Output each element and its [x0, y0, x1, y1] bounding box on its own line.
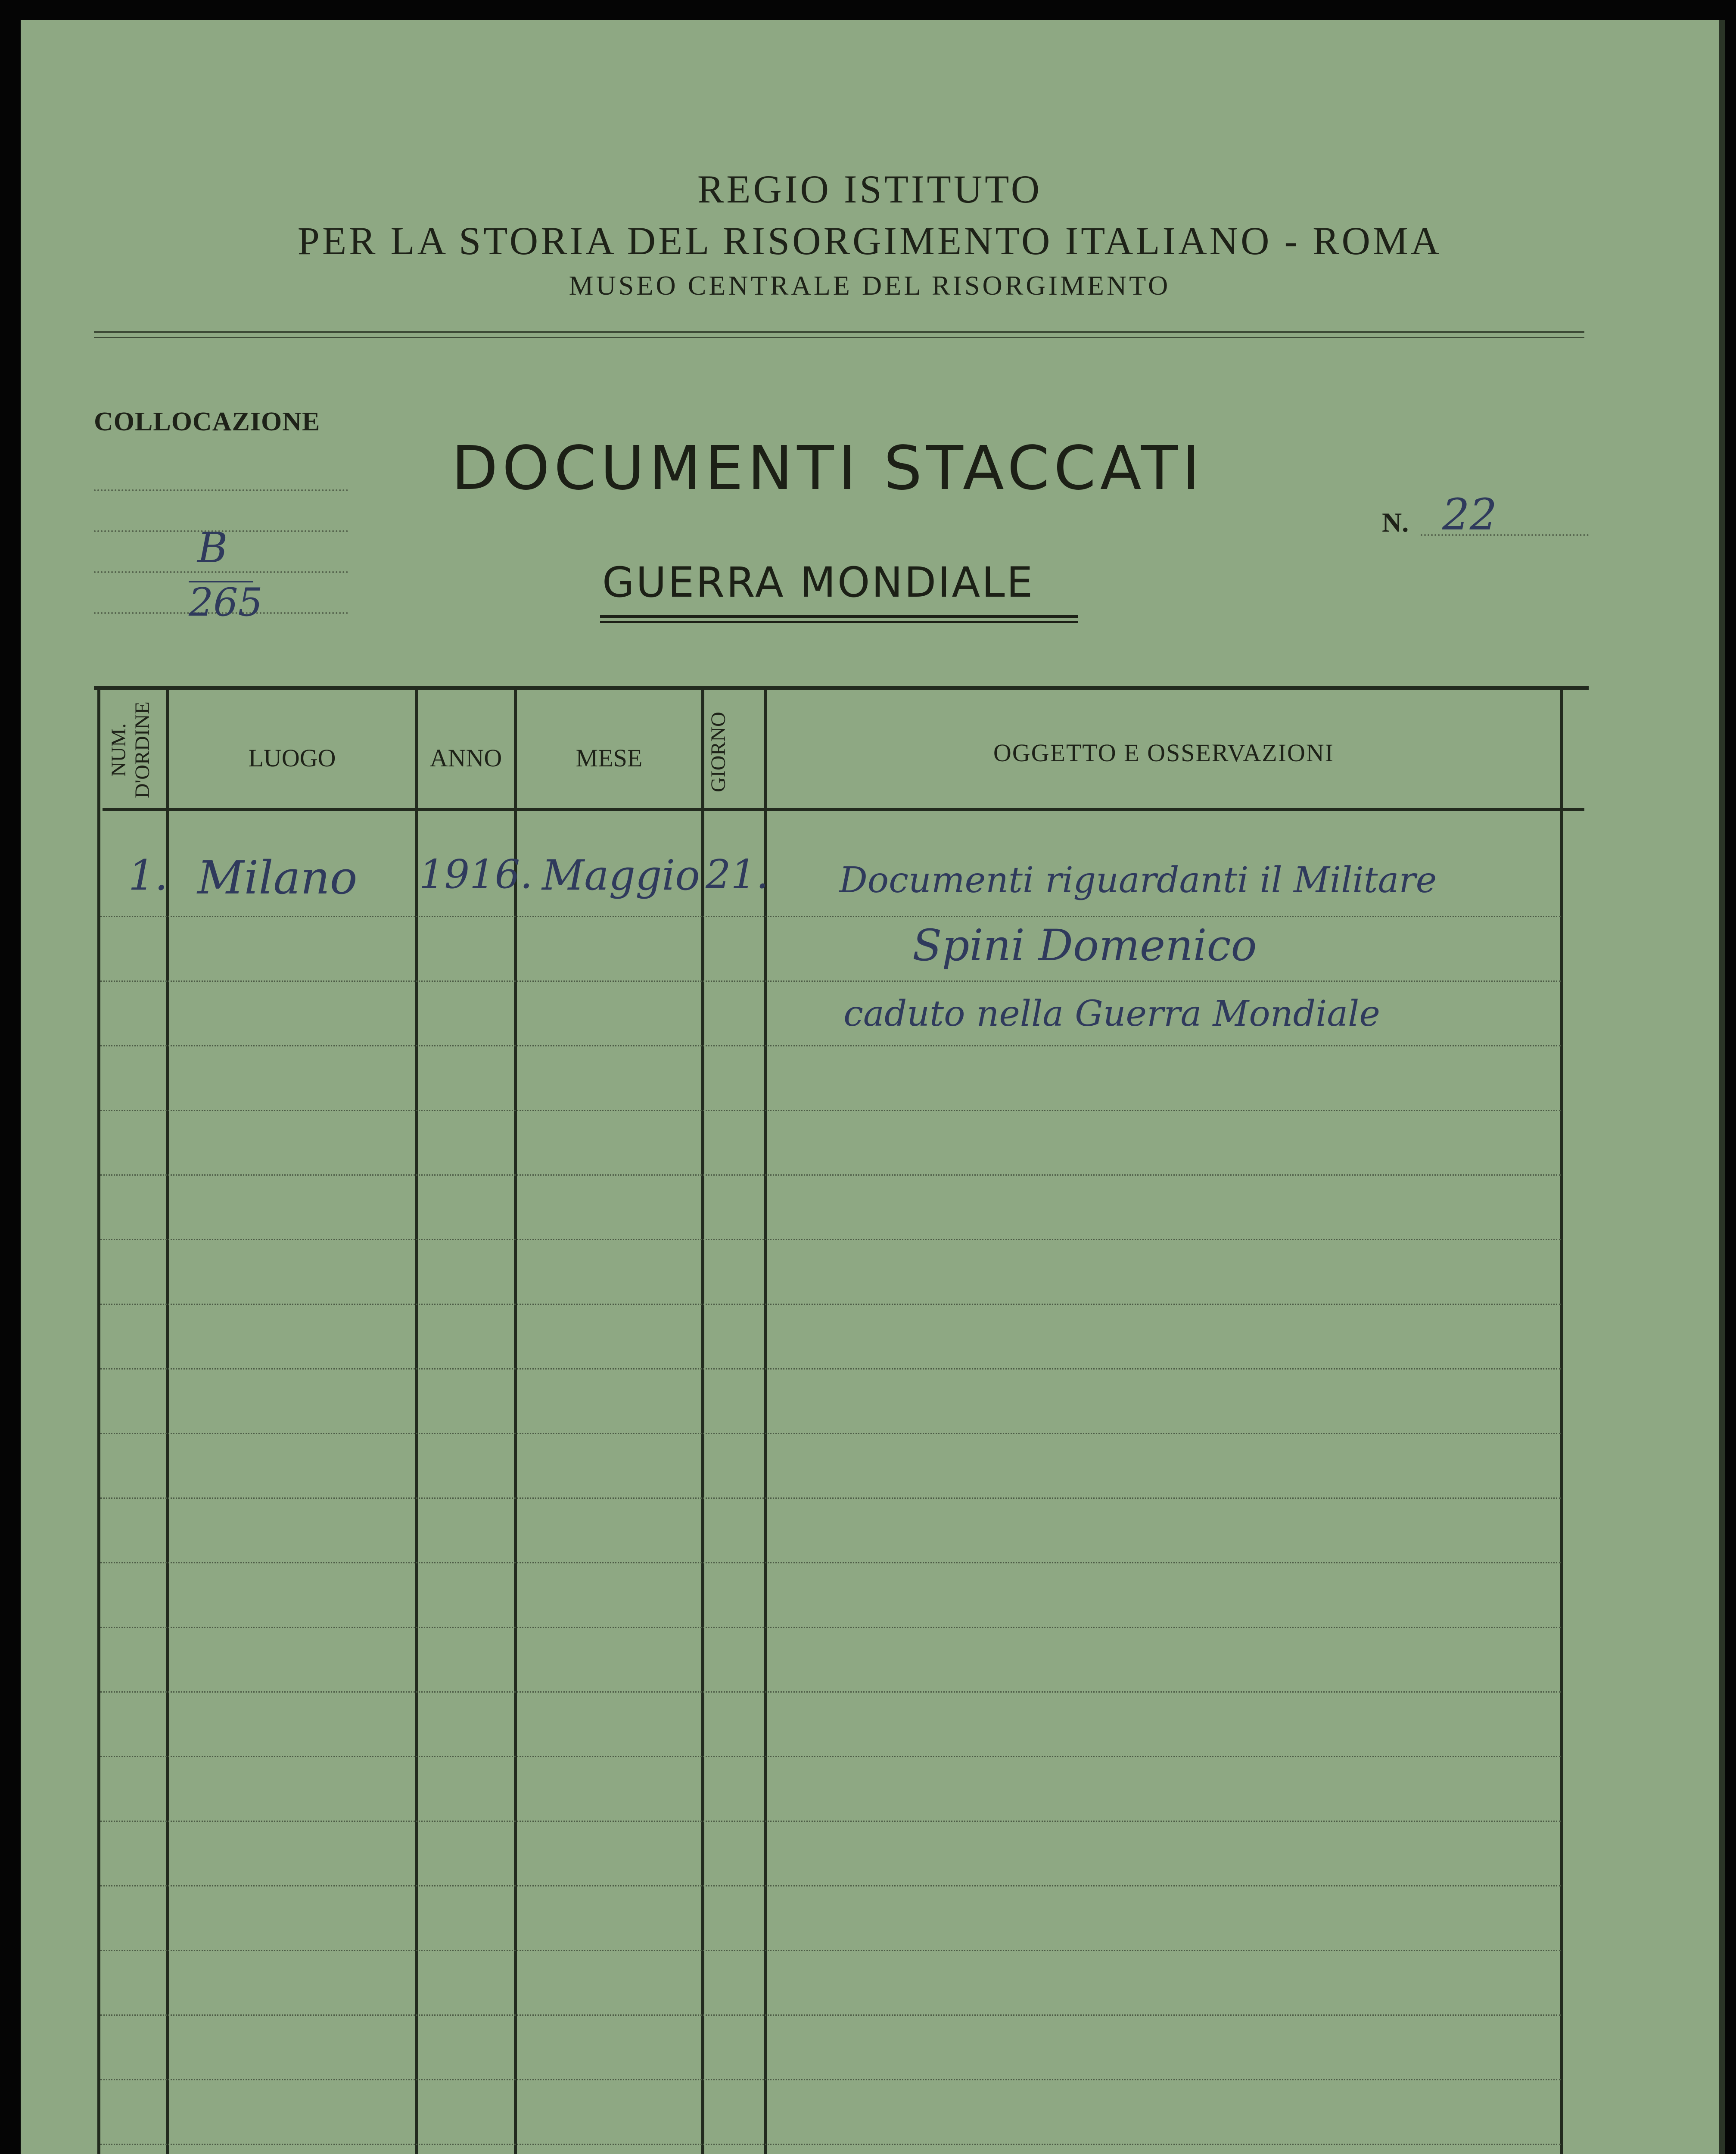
- institute-line-1: REGIO ISTITUTO: [697, 167, 1042, 211]
- ruled-row-line: [100, 1950, 1561, 1951]
- col-line-left: [97, 686, 100, 2154]
- document-subtitle: GUERRA MONDIALE: [602, 558, 1035, 607]
- header-oggetto: OGGETTO E OSSERVAZIONI: [993, 739, 1335, 767]
- entry-luogo: Milano: [197, 851, 358, 904]
- entry-oggetto-line-3: caduto nella Guerra Mondiale: [843, 993, 1380, 1034]
- ruled-row-line: [100, 1304, 1561, 1305]
- table-header-bottom-border: [103, 808, 1584, 811]
- col-line-anno: [514, 686, 517, 2154]
- institute-line-2: PER LA STORIA DEL RISORGIMENTO ITALIANO - ROMA: [297, 219, 1442, 263]
- ruled-row-line: [100, 1627, 1561, 1628]
- header-rule-top: [94, 331, 1584, 333]
- col-line-right: [1560, 686, 1563, 2154]
- collocazione-value-bottom: 265: [189, 580, 263, 625]
- col-line-num: [166, 686, 169, 2154]
- collocazione-dotline-1: [94, 489, 348, 491]
- ruled-row-line: [100, 1433, 1561, 1434]
- ruled-row-line: [100, 1885, 1561, 1886]
- subtitle-underline-1: [600, 615, 1078, 618]
- entry-num: 1.: [128, 851, 168, 900]
- ruled-row-line: [100, 1756, 1561, 1757]
- header-anno: ANNO: [429, 744, 502, 772]
- ruled-row-line: [100, 1368, 1561, 1370]
- entry-giorno: 21.: [706, 851, 769, 897]
- entry-oggetto-line-1: Documenti riguardanti il Militare: [839, 860, 1437, 901]
- ruled-row-line: [100, 1497, 1561, 1499]
- header-luogo: LUOGO: [248, 744, 336, 772]
- ruled-row-line: [100, 2014, 1561, 2016]
- subtitle-underline-2: [600, 621, 1078, 623]
- collocazione-value-top: B: [197, 524, 228, 572]
- institute-line-3: MUSEO CENTRALE DEL RISORGIMENTO: [569, 270, 1171, 301]
- ruled-row-line: [100, 1174, 1561, 1176]
- header-num: NUM. D'ORDINE: [107, 701, 154, 799]
- document-title: DOCUMENTI STACCATI: [451, 433, 1204, 504]
- entry-oggetto-line-2: Spini Domenico: [912, 920, 1257, 971]
- ruled-row-line: [100, 981, 1561, 982]
- collocazione-label: COLLOCAZIONE: [94, 407, 320, 436]
- table-top-border: [94, 686, 1589, 690]
- ruled-row-line: [100, 916, 1561, 917]
- document-sheet: [21, 20, 1725, 2154]
- header-giorno: GIORNO: [707, 712, 730, 793]
- ruled-row-line: [100, 1045, 1561, 1046]
- ruled-row-line: [100, 2144, 1561, 2145]
- col-line-giorno: [764, 686, 767, 2154]
- col-line-luogo: [415, 686, 418, 2154]
- ruled-row-line: [100, 1239, 1561, 1240]
- ruled-row-line: [100, 2079, 1561, 2080]
- ruled-row-line: [100, 1110, 1561, 1111]
- entry-anno: 1916.: [419, 851, 533, 897]
- header-mese: MESE: [576, 744, 643, 772]
- col-line-mese: [701, 686, 704, 2154]
- header-rule-bottom: [94, 337, 1584, 338]
- number-label: N.: [1382, 507, 1409, 538]
- number-value: 22: [1442, 489, 1497, 540]
- ruled-row-line: [100, 1691, 1561, 1693]
- entry-mese: Maggio: [542, 851, 700, 900]
- ruled-row-line: [100, 1821, 1561, 1822]
- ruled-row-line: [100, 1562, 1561, 1563]
